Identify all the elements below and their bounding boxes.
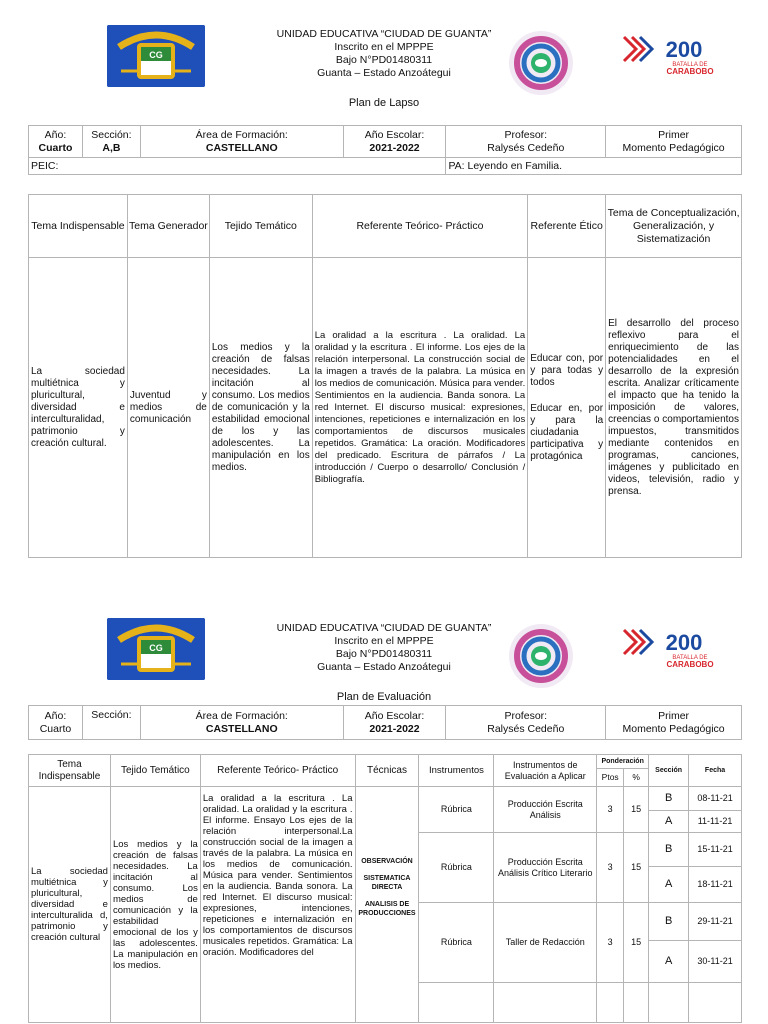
plan-evaluacion-info-table	[28, 705, 742, 740]
eval-cell-tejido: Los medios y la creación de falsas necesidades. La incitación al consumo. Los medios de comunicación y la estabilidad emocional de los y las adolescentes. La manipulación en los medios.	[110, 787, 200, 1023]
code-text: Bajo N°PD01480311	[335, 54, 433, 66]
bicentennial-sub2: CARABOBO	[666, 67, 714, 76]
eval-teacher-label: Profesor:	[504, 709, 548, 722]
eval-empty-5	[649, 983, 689, 1023]
school-year-value: 2021-2022	[369, 141, 420, 154]
etico-1: Educar con, por y para todas y todos	[530, 352, 604, 388]
eval-row2-sec2: A	[649, 867, 689, 903]
eval-row2-instrumento: Rúbrica	[419, 833, 494, 903]
eval-school-year-value: 2021-2022	[369, 722, 420, 735]
teacher-value: Ralysés Cedeño	[487, 141, 565, 154]
plan-lapso-title: Plan de Lapso	[348, 97, 420, 109]
eval-cell-tecnicas	[355, 787, 419, 1023]
eval-row2-aplicar: Producción Escrita Análisis Crítico Literario	[494, 833, 597, 903]
eval-row2-pct: 15	[624, 833, 649, 903]
plan-lapso-table	[28, 194, 742, 558]
logo-monogram: CG	[149, 50, 163, 60]
cell-indispensable: La sociedad multiétnica y pluricultural, diversidad e interculturalidad, patrimonio y creación cultural.	[29, 258, 128, 558]
school-logo	[107, 25, 205, 87]
eval-row1-ptos: 3	[597, 787, 624, 833]
logo-monogram-2: CG	[149, 643, 163, 653]
ministry-logo	[506, 28, 576, 98]
year-label: Año:	[44, 128, 67, 141]
eval-moment-value: Momento Pedagógico	[622, 722, 725, 735]
eval-school-year-label: Año Escolar:	[364, 709, 425, 722]
eval-row3-fecha1: 29-11-21	[689, 903, 742, 941]
bicentennial-number-2: 200	[665, 630, 703, 655]
year-value: Cuarto	[38, 141, 73, 154]
header-text-2	[234, 622, 534, 674]
cell-tema-concept: El desarrollo del proceso reflexivo para el enriquecimiento de las potencialidades en el desarrollo de la expresión escrita. Analizar críticamente el impacto que ha tenido la imposición de valores, creencias o comportamientos impuestos, transmitidos mediante contenidos en programas, canciones, imágenes y publicitado en videos, televisión, radio y prensa.	[606, 258, 742, 558]
eval-row3-sec2: A	[649, 941, 689, 983]
plan-lapso-info-table	[28, 125, 742, 175]
eval-year-value: Cuarto	[39, 722, 72, 735]
ministry-logo-2	[506, 621, 576, 691]
tecnica-sistematica: SISTEMATICA DIRECTA	[363, 875, 411, 891]
registered-text-2: Inscrito en el MPPPE	[334, 635, 434, 647]
eval-col-pct: %	[624, 769, 649, 787]
col-tema-generador: Tema Generador	[127, 195, 209, 258]
header-text	[234, 28, 534, 80]
bicentennial-number: 200	[665, 37, 703, 62]
school-name-2: UNIDAD EDUCATIVA “CIUDAD DE GUANTA”	[276, 622, 492, 634]
eval-row1-sec2: A	[649, 811, 689, 833]
col-tejido-tematico: Tejido Temático	[209, 195, 312, 258]
eval-section-label: Sección:	[91, 709, 132, 721]
eval-row2-sec1: B	[649, 833, 689, 867]
tecnica-observacion: OBSERVACIÓN	[361, 858, 413, 865]
eval-col-tejido: Tejido Temático	[110, 755, 200, 787]
eval-row2-fecha1: 15-11-21	[689, 833, 742, 867]
eval-row3-sec1: B	[649, 903, 689, 941]
eval-cell-referente: La oralidad a la escritura . La oralidad. La oralidad y la escritura . El informe. Ensayo Los ejes de la relación interpersonal.La construcción social de la imagen a través de la palabra. La música en los medios de comunicación. Música para vender. Sentimientos en la audiencia. Banda sonora. La red Internet. El discurso musical: expresiones, intenciones, repeticiones e internalización en los comportamientos de discursos musicales repetidos. Gramática: La oración. Modificadores del	[200, 787, 355, 1023]
eval-empty-4	[624, 983, 649, 1023]
eval-col-seccion: Sección	[649, 755, 689, 787]
area-value: CASTELLANO	[205, 141, 278, 154]
eval-row3-pct: 15	[624, 903, 649, 983]
school-name: UNIDAD EDUCATIVA “CIUDAD DE GUANTA”	[276, 28, 492, 40]
cell-generador: Juventud y medios de comunicación	[127, 258, 209, 558]
teacher-label: Profesor:	[504, 128, 548, 141]
eval-col-indispensable: Tema Indispensable	[29, 755, 111, 787]
eval-col-tecnicas: Técnicas	[355, 755, 419, 787]
eval-teacher-value: Ralysés Cedeño	[487, 722, 565, 735]
eval-col-ptos: Ptos	[597, 769, 624, 787]
col-tema-indispensable: Tema Indispensable	[29, 195, 128, 258]
moment-value: Momento Pedagógico	[622, 141, 725, 154]
eval-empty-6	[689, 983, 742, 1023]
eval-row2-fecha2: 18-11-21	[689, 867, 742, 903]
bicentennial-sub2-2: CARABOBO	[666, 660, 714, 669]
eval-row3-instrumento: Rúbrica	[419, 903, 494, 983]
registered-text: Inscrito en el MPPPE	[334, 41, 434, 53]
eval-col-referente: Referente Teórico- Práctico	[200, 755, 355, 787]
bicentennial-sub1: BATALLA DE	[672, 62, 708, 68]
cell-tejido: Los medios y la creación de falsas necesidades. La incitación al consumo. Los medios de comunicación y la estabilidad emocional de los y las adolescentes. La manipulación en los medios.	[209, 258, 312, 558]
eval-row1-aplicar: Producción Escrita Análisis	[494, 787, 597, 833]
eval-empty-2	[494, 983, 597, 1023]
bicentennial-logo	[622, 33, 720, 83]
tecnica-analisis: ANALISIS DE PRODUCCIONES	[358, 901, 416, 917]
pa-cell: PA: Leyendo en Familia.	[446, 158, 742, 175]
eval-row1-fecha2: 11-11-21	[689, 811, 742, 833]
eval-row1-pct: 15	[624, 787, 649, 833]
eval-row1-sec1: B	[649, 787, 689, 811]
peic-cell: PEIC:	[29, 158, 446, 175]
col-referente-etico: Referente Ético	[528, 195, 606, 258]
eval-area-value: CASTELLANO	[205, 722, 278, 735]
bicentennial-logo-2	[622, 626, 720, 676]
plan-evaluacion-title: Plan de Evaluación	[336, 691, 432, 703]
eval-col-fecha: Fecha	[689, 755, 742, 787]
etico-2: Educar en, por y para la ciudadania participativa y protagónica	[530, 402, 604, 462]
eval-col-instrumentos: Instrumentos	[419, 755, 494, 787]
eval-moment-label: Primer	[658, 709, 690, 722]
school-year-label: Año Escolar:	[364, 128, 425, 141]
col-tema-conceptualizacion: Tema de Conceptualización, Generalización, y Sistematización	[606, 195, 742, 258]
section-label: Sección:	[91, 128, 132, 141]
eval-year-label: Año:	[44, 709, 67, 722]
school-logo-2	[107, 618, 205, 680]
section-value: A,B	[102, 141, 121, 154]
eval-empty-1	[419, 983, 494, 1023]
eval-empty-3	[597, 983, 624, 1023]
area-label: Área de Formación:	[195, 128, 288, 141]
eval-cell-indispensable: La sociedad multiétnica y pluricultural, diversidad e interculturalida d, patrimonio y creación cultural	[29, 787, 111, 1023]
eval-row1-instrumento: Rúbrica	[419, 787, 494, 833]
col-referente-teorico: Referente Teórico- Práctico	[312, 195, 528, 258]
location-text-2: Guanta – Estado Anzoátegui	[317, 661, 451, 673]
eval-row3-aplicar: Taller de Redacción	[494, 903, 597, 983]
eval-row3-ptos: 3	[597, 903, 624, 983]
location-text: Guanta – Estado Anzoátegui	[317, 67, 451, 79]
plan-evaluacion-table	[28, 754, 742, 1023]
eval-col-inst-eval: Instrumentos de Evaluación a Aplicar	[494, 755, 597, 787]
code-text-2: Bajo N°PD01480311	[335, 648, 433, 660]
eval-row2-ptos: 3	[597, 833, 624, 903]
eval-row1-fecha1: 08-11-21	[689, 787, 742, 811]
cell-referente-etico	[528, 258, 606, 558]
eval-col-ponderacion: Ponderación	[597, 755, 649, 769]
eval-row3-fecha2: 30-11-21	[689, 941, 742, 983]
cell-referente-teorico: La oralidad a la escritura . La oralidad. La oralidad y la escritura . El informe. Los ejes de la relación interpersonal. La construcción social de la imagen a través de la palabra. La música en los medios de comunicación. Música para vender. Sentimientos en la audiencia. Banda sonora. La red Internet. El discurso musical: expresiones, intenciones, repeticiones e internalización en los comportamientos de discursos musicales repetidos. Gramática: La oración. Modificadores del predicado. Escritura de párrafos / La introducción / Cuerpo o desarrollo/ Conclusión / Bibliografía.	[312, 258, 528, 558]
bicentennial-sub1-2: BATALLA DE	[672, 655, 708, 661]
moment-label: Primer	[658, 128, 690, 141]
eval-area-label: Área de Formación:	[195, 709, 288, 722]
